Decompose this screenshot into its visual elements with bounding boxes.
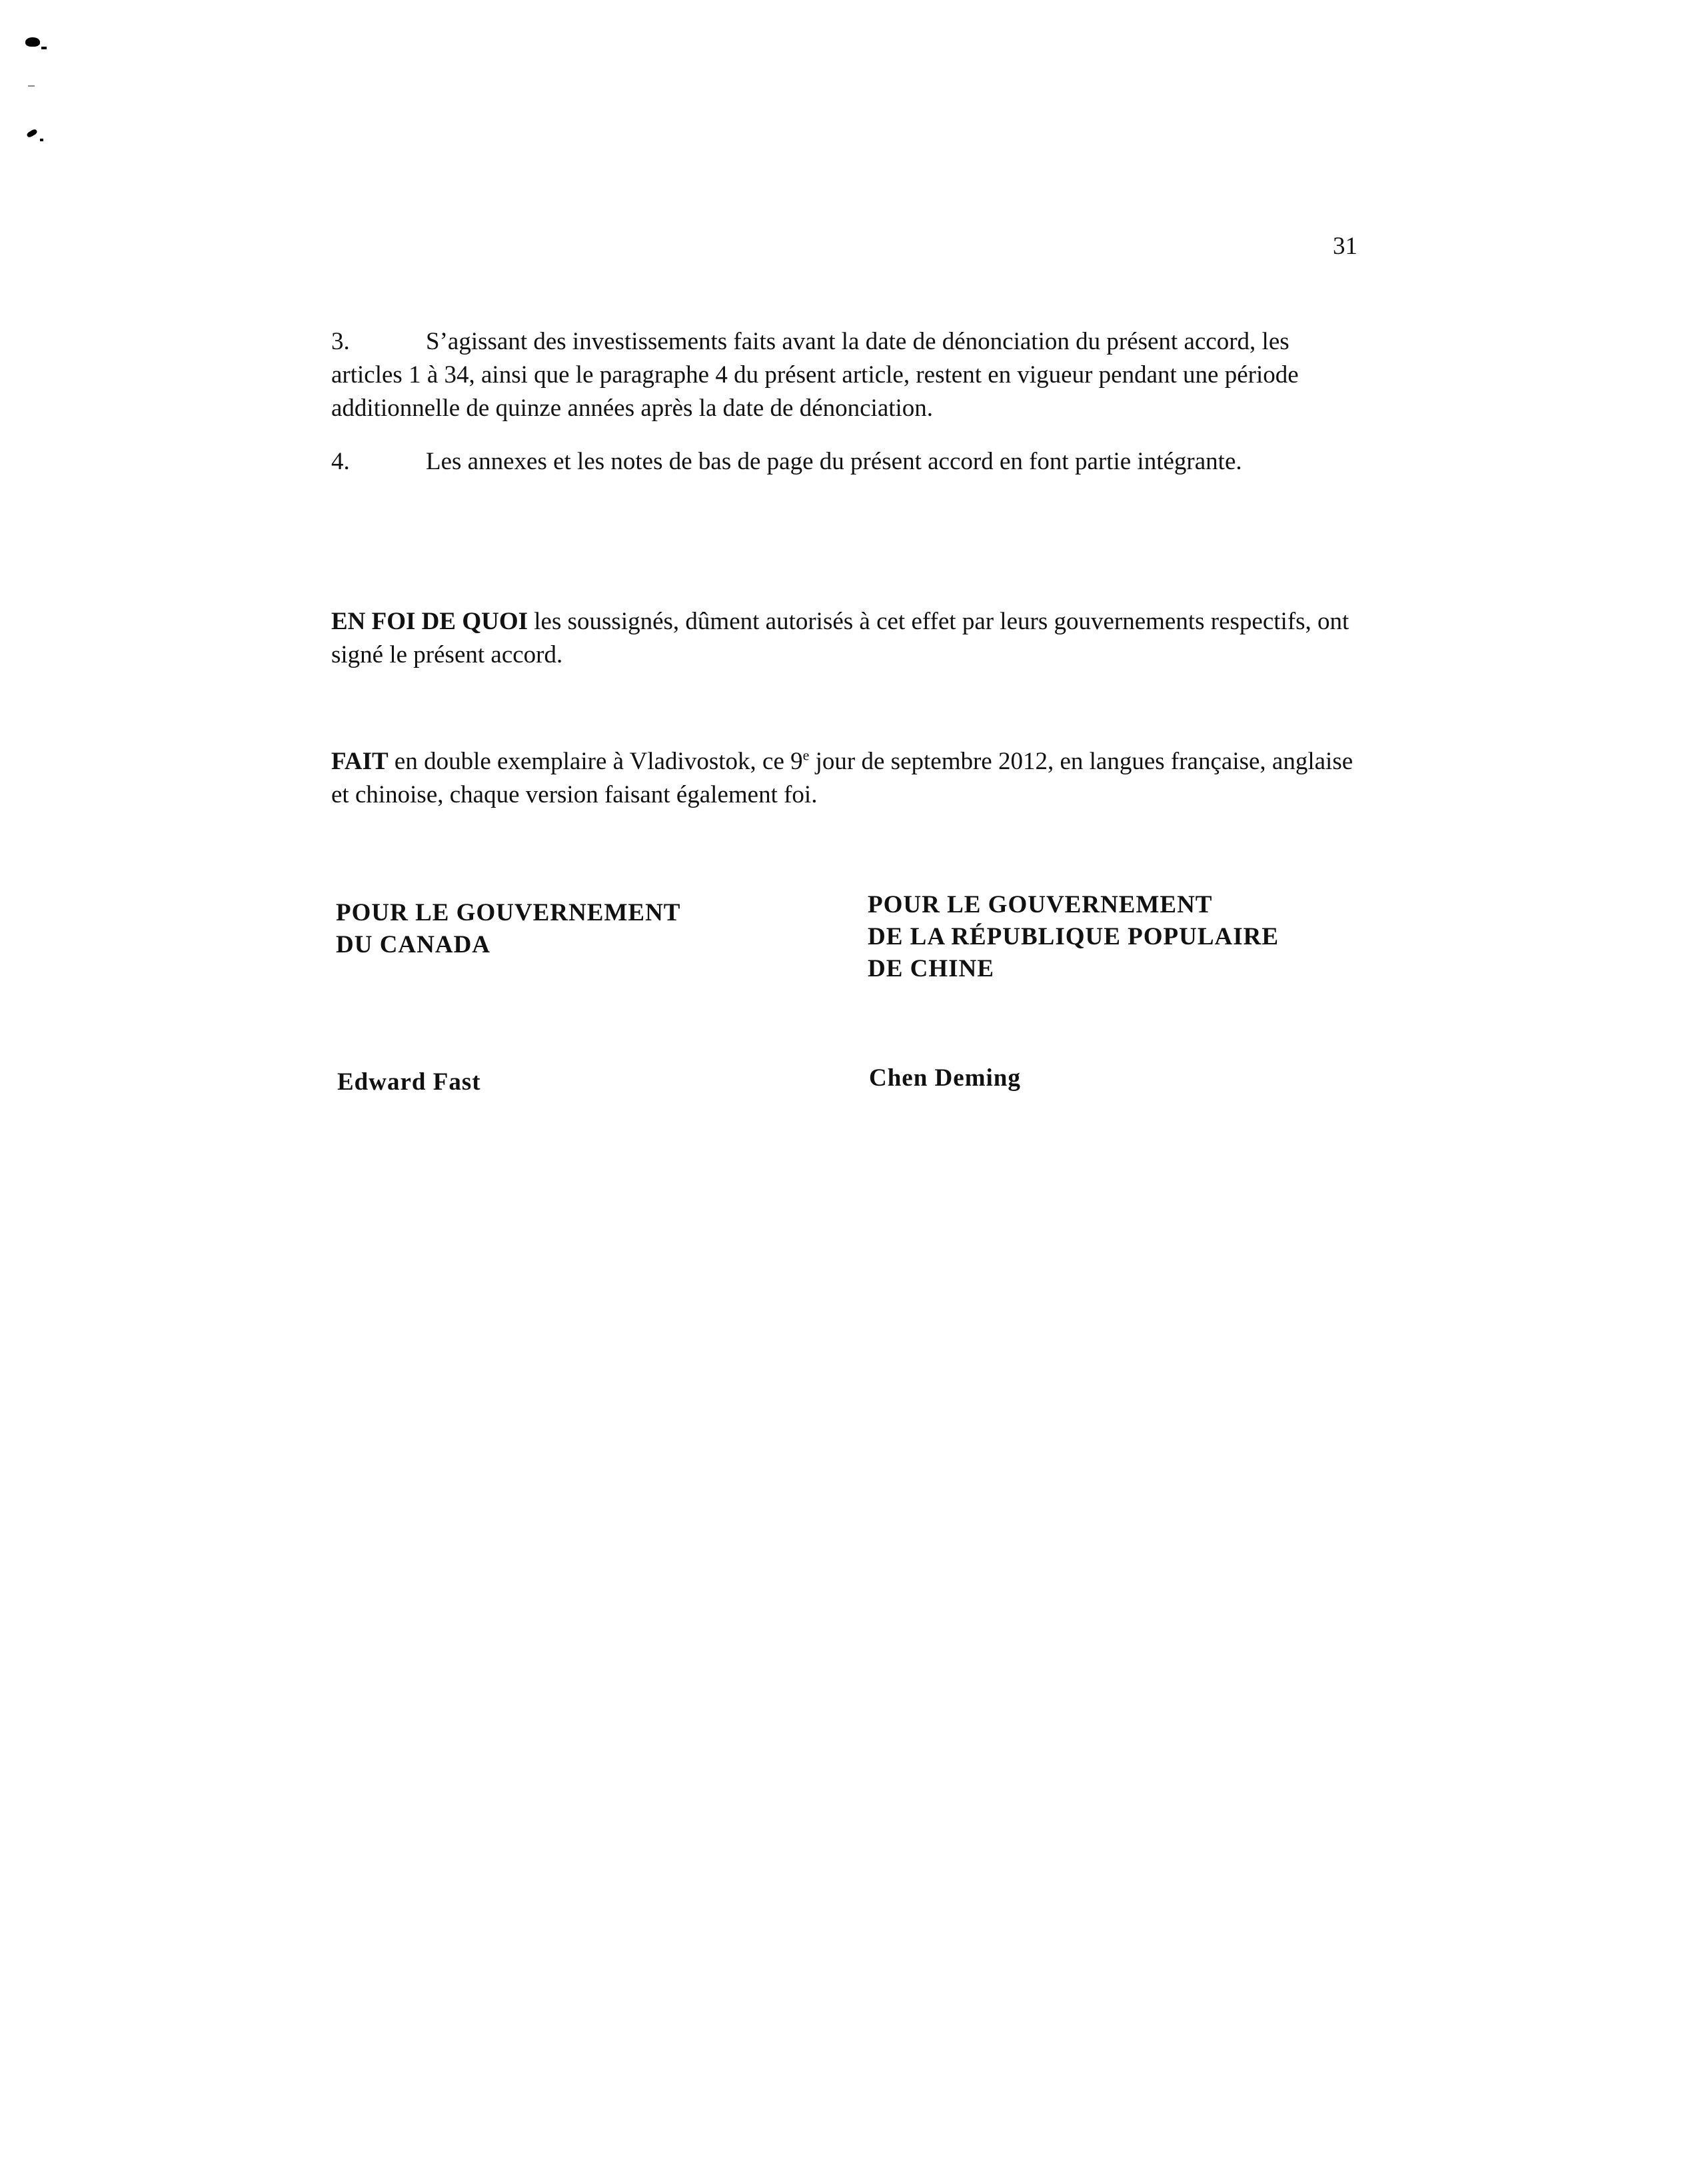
signature-block-canada <box>336 897 802 961</box>
witness-clause <box>331 605 1357 672</box>
done-text: en double exemplaire à Vladivostok, ce 9 <box>388 748 803 775</box>
paragraph-4 <box>331 445 1357 479</box>
signature-heading-line: POUR LE GOUVERNEMENT <box>336 899 681 926</box>
ordinal-superscript: e <box>802 746 810 764</box>
signer-name-canada: Edward Fast <box>337 1068 481 1096</box>
signer-name-china: Chen Deming <box>869 1064 1021 1092</box>
witness-text: les soussignés, dûment autorisés à cet effet par leurs gouvernements respectifs, ont signé le présent accord. <box>331 608 1349 668</box>
scan-artifact <box>26 129 38 139</box>
paragraph-text: S’agissant des investissements faits avant la date de dénonciation du présent accord, les articles 1 à 34, ainsi que le paragraphe 4 du présent article, restent en vigueur pendant une période additionnelle de quinze années après la date de dénonciation. <box>331 328 1299 422</box>
paragraph-number: 3. <box>331 328 350 355</box>
page-number: 31 <box>1333 233 1357 260</box>
witness-lead: EN FOI DE QUOI <box>331 608 528 635</box>
paragraph-text: Les annexes et les notes de bas de page du présent accord en font partie intégrante. <box>426 448 1242 475</box>
paragraph-number: 4. <box>331 448 350 475</box>
done-clause <box>331 745 1357 812</box>
signature-heading-line: DE CHINE <box>868 955 994 982</box>
scan-artifact <box>41 47 47 49</box>
signature-heading-line: DE LA RÉPUBLIQUE POPULAIRE <box>868 923 1279 950</box>
paragraph-3 <box>331 325 1357 425</box>
scan-artifact <box>40 139 43 141</box>
signature-heading-line: POUR LE GOUVERNEMENT <box>868 891 1213 918</box>
signature-heading-line: DU CANADA <box>336 931 491 958</box>
scan-artifact <box>28 85 35 87</box>
scan-artifact <box>25 37 40 47</box>
signature-block-china <box>868 889 1401 985</box>
done-lead: FAIT <box>331 748 389 775</box>
done-text-continued: jour de septembre 2012, en langues française, anglaise et chinoise, chaque version faisant également foi. <box>331 748 1353 808</box>
